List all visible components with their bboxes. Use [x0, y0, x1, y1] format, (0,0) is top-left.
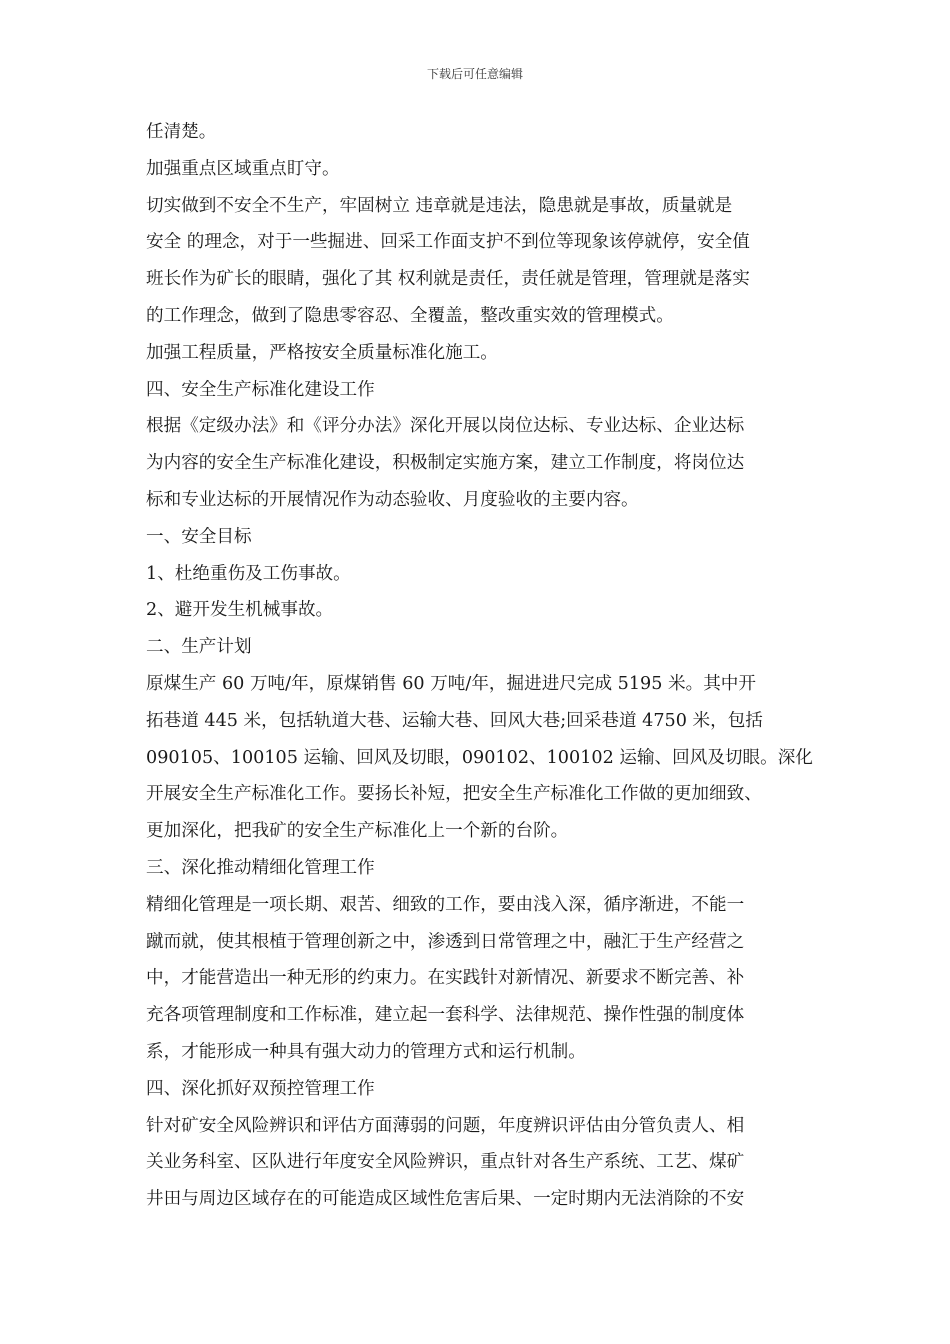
section-heading: 二、生产计划 [146, 637, 252, 658]
text-line: 充各项管理制度和工作标准，建立起一套科学、法律规范、操作性强的制度体 [146, 1005, 745, 1026]
text-line: 系，才能形成一种具有强大动力的管理方式和运行机制。 [146, 1041, 586, 1062]
text-line: 中，才能营造出一种无形的约束力。在实践针对新情况、新要求不断完善、补 [146, 968, 745, 989]
section-heading: 四、深化抓好双预控管理工作 [146, 1078, 375, 1099]
section-heading: 四、安全生产标准化建设工作 [146, 379, 375, 400]
text-line: 井田与周边区域存在的可能造成区域性危害后果、一定时期内无法消除的不安 [146, 1189, 745, 1210]
section-heading: 三、深化推动精细化管理工作 [146, 857, 375, 878]
page-header: 下载后可任意编辑 [426, 67, 523, 81]
text-line: 针对矿安全风险辨识和评估方面薄弱的问题，年度辨识评估由分管负责人、相 [146, 1115, 745, 1136]
text-line: 任清楚。 [146, 122, 217, 142]
list-item: 2、避开发生机械事故。 [146, 600, 334, 621]
text-line: 关业务科室、区队进行年度安全风险辨识，重点针对各生产系统、工艺、煤矿 [146, 1152, 745, 1173]
text-line: 蹴而就，使其根植于管理创新之中，渗透到日常管理之中，融汇于生产经营之 [146, 931, 745, 952]
text-line: 加强重点区域重点盯守。 [146, 158, 340, 179]
text-line: 为内容的安全生产标准化建设，积极制定实施方案，建立工作制度，将岗位达 [146, 453, 745, 474]
text-line: 班长作为矿长的眼睛，强化了其 权利就是责任，责任就是管理，管理就是落实 [146, 269, 750, 290]
text-line: 精细化管理是一项长期、艰苦、细致的工作，要由浅入深，循序渐进，不能一 [146, 894, 745, 915]
text-line: 根据《定级办法》和《评分办法》深化开展以岗位达标、专业达标、企业达标 [146, 416, 745, 437]
text-line: 的工作理念，做到了隐患零容忍、全覆盖，整改重实效的管理模式。 [146, 305, 674, 326]
text-line: 切实做到不安全不生产，牢固树立 违章就是违法，隐患就是事故，质量就是 [146, 195, 733, 216]
section-heading: 一、安全目标 [146, 526, 252, 547]
text-line: 开展安全生产标准化工作。要扬长补短，把安全生产标准化工作做的更加细致、 [146, 784, 762, 805]
text-line: 拓巷道 445 米，包括轨道大巷、运输大巷、回风大巷;回采巷道 4750 米，包括 [146, 710, 763, 731]
text-line: 原煤生产 60 万吨/年，原煤销售 60 万吨/年，掘进进尺完成 5195 米。其中开 [146, 673, 756, 694]
document-body [146, 114, 836, 1218]
text-line: 加强工程质量，严格按安全质量标准化施工。 [146, 342, 498, 363]
text-line: 090105、100105 运输、回风及切眼，090102、100102 运输、回风及切眼。深化 [146, 747, 813, 768]
text-line: 安全 的理念，对于一些掘进、回采工作面支护不到位等现象该停就停，安全值 [146, 232, 750, 253]
list-item: 1、杜绝重伤及工伤事故。 [146, 563, 351, 584]
text-line: 标和专业达标的开展情况作为动态验收、月度验收的主要内容。 [146, 489, 639, 510]
text-line: 更加深化，把我矿的安全生产标准化上一个新的台阶。 [146, 821, 569, 842]
